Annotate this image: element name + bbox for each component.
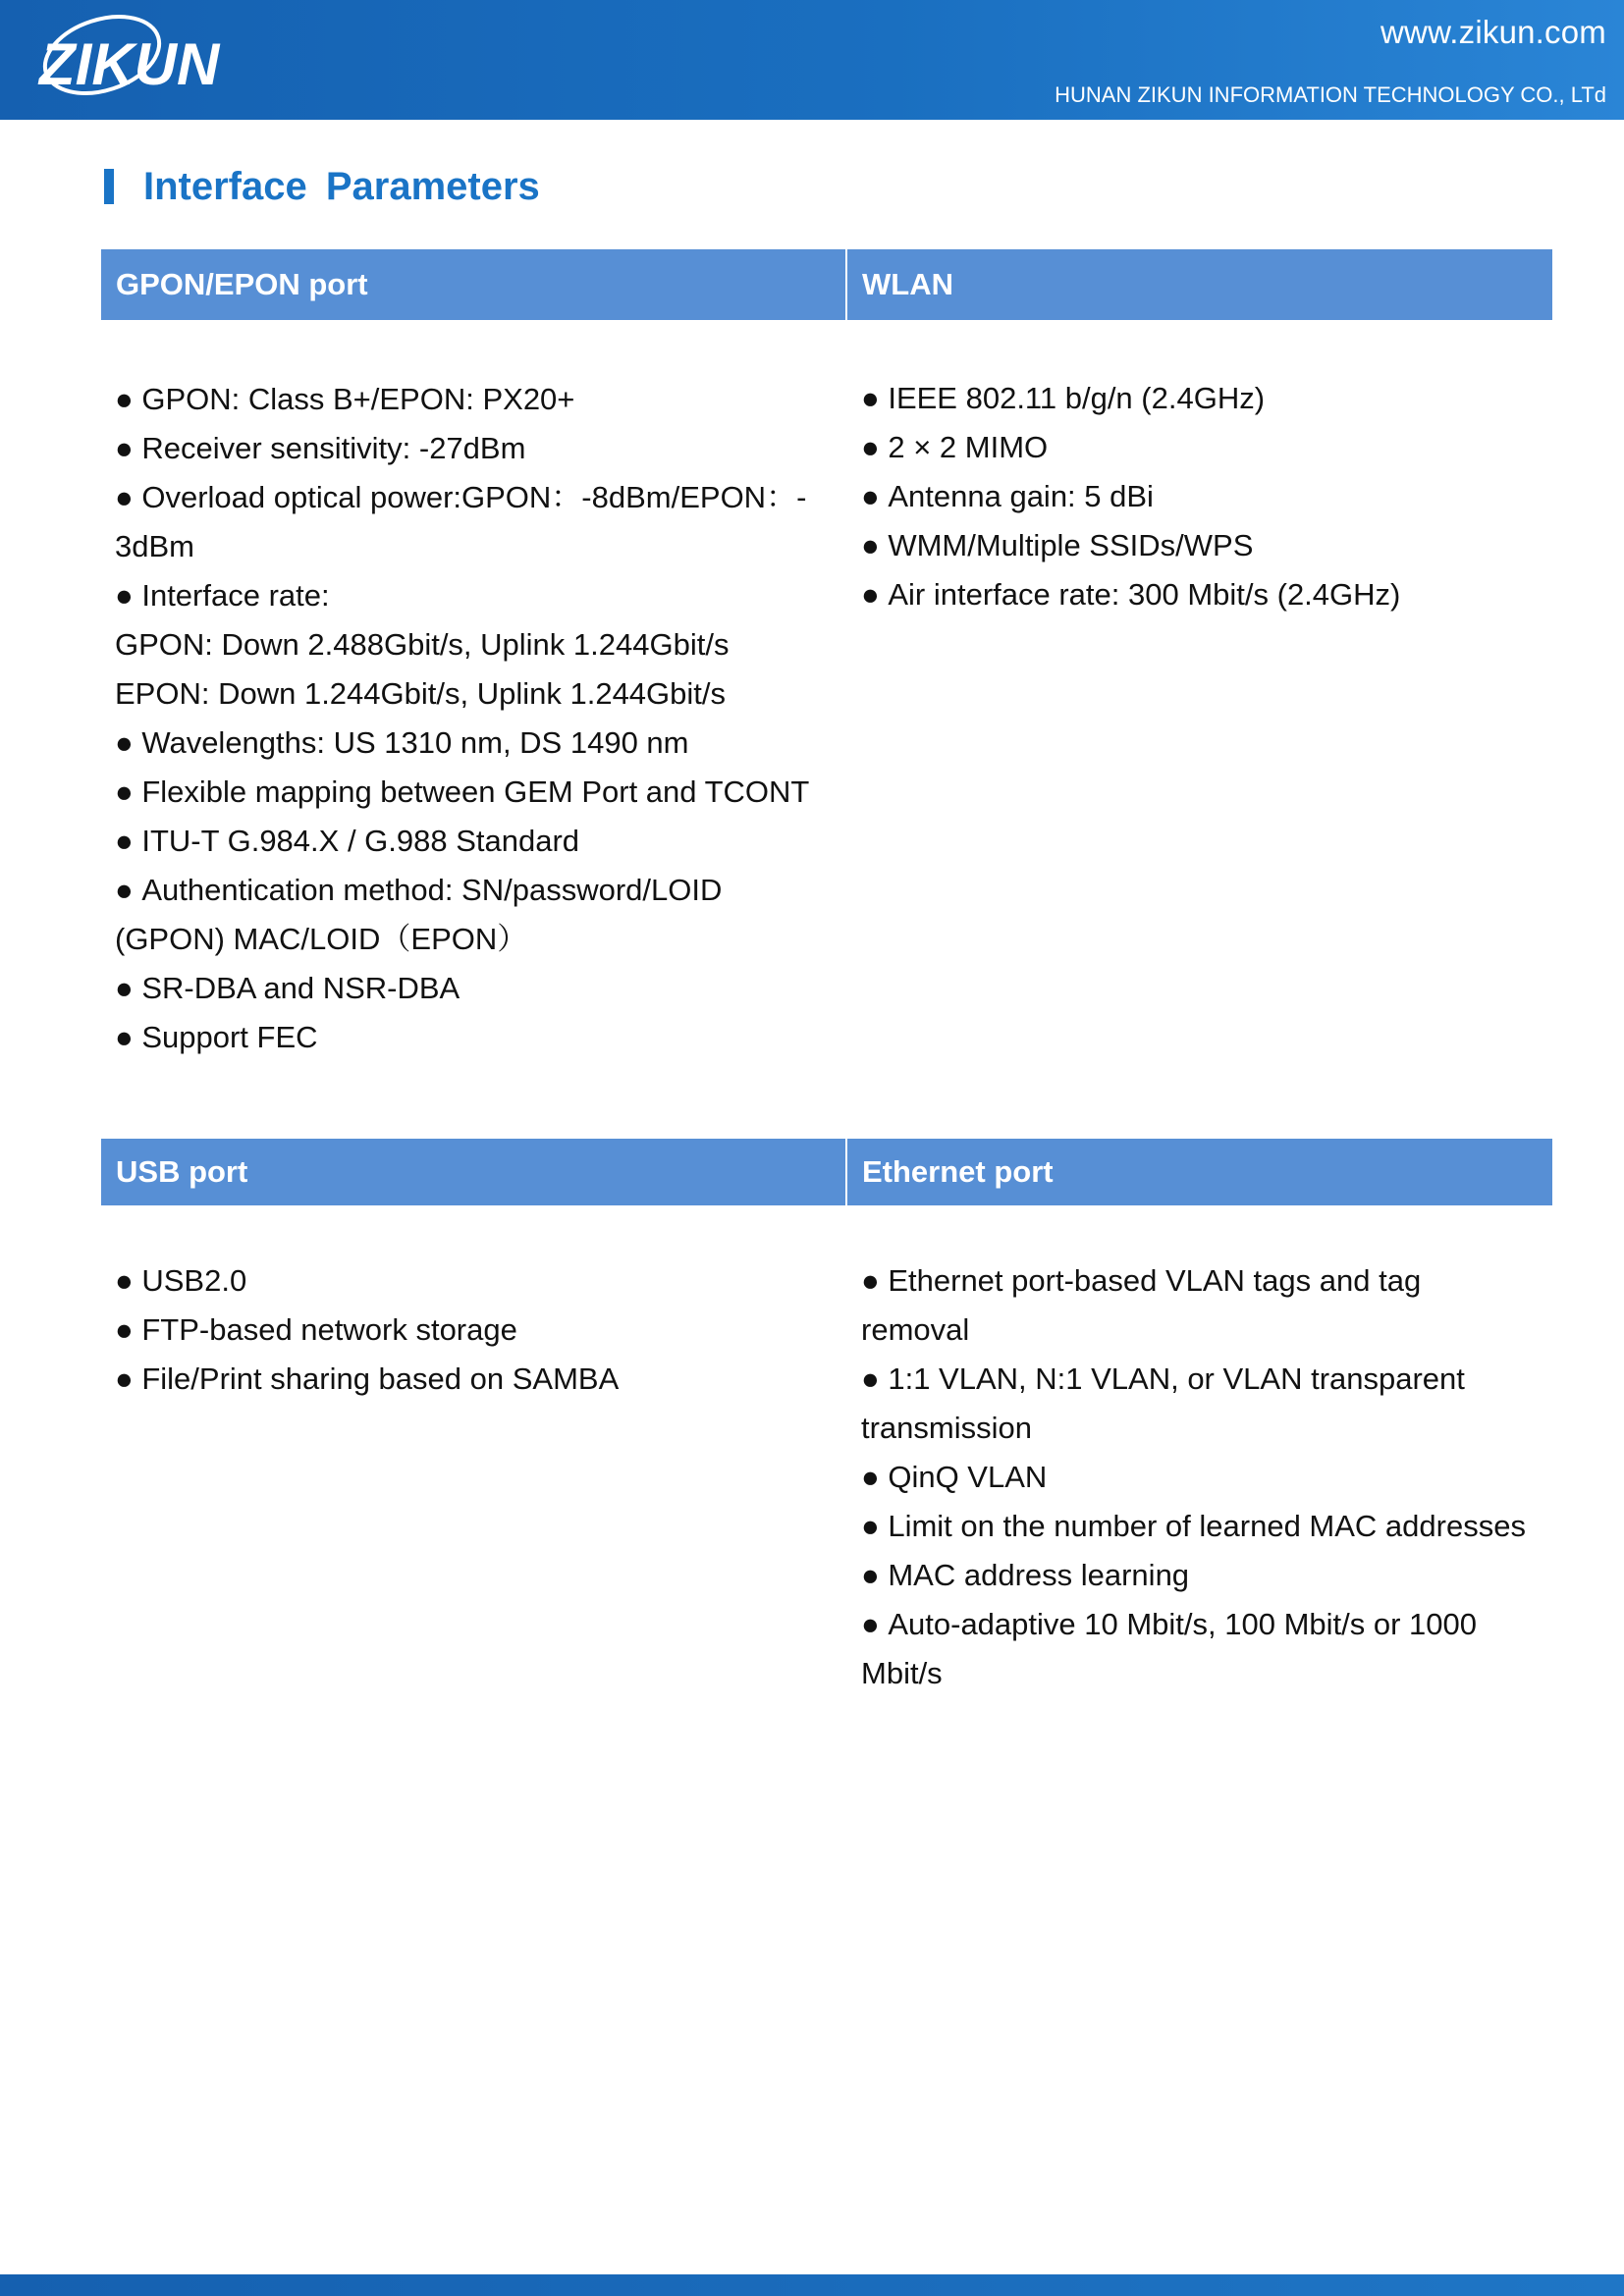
list-item-continuation: removal <box>861 1312 970 1347</box>
list-item: ● Authentication method: SN/password/LOID <box>115 866 841 915</box>
list-item: ● GPON: Class B+/EPON: PX20+ <box>115 375 841 424</box>
svg-text:ZIKUN: ZIKUN <box>39 31 220 97</box>
ethernet-port-list <box>861 1256 1548 1698</box>
list-item-continuation: (GPON) MAC/LOID（EPON） <box>115 922 528 956</box>
gpon-epon-list <box>115 375 841 1062</box>
list-item: ● 1:1 VLAN, N:1 VLAN, or VLAN transparent <box>861 1355 1548 1404</box>
page-title: Interface Parameters <box>143 164 540 208</box>
list-item: ● SR-DBA and NSR-DBA <box>115 964 841 1013</box>
usb-port-list <box>115 1256 841 1404</box>
list-item: ● Auto-adaptive 10 Mbit/s, 100 Mbit/s or 1000 <box>861 1600 1548 1649</box>
list-item: ● 2 × 2 MIMO <box>861 423 1548 472</box>
list-item: ● Antenna gain: 5 dBi <box>861 472 1548 521</box>
list-item: ● Ethernet port-based VLAN tags and tag <box>861 1256 1548 1306</box>
list-item-continuation: Mbit/s <box>861 1656 943 1690</box>
list-item: ● File/Print sharing based on SAMBA <box>115 1355 841 1404</box>
gpon-epon-header: GPON/EPON port <box>101 249 845 320</box>
list-item: ● Wavelengths: US 1310 nm, DS 1490 nm <box>115 719 841 768</box>
usb-port-header: USB port <box>101 1139 845 1205</box>
page-footer-bar <box>0 2274 1624 2296</box>
list-subitem: GPON: Down 2.488Gbit/s, Uplink 1.244Gbit/s <box>115 627 730 662</box>
page-header <box>0 0 1624 120</box>
list-item: ● USB2.0 <box>115 1256 841 1306</box>
list-item: ● IEEE 802.11 b/g/n (2.4GHz) <box>861 374 1548 423</box>
wlan-header: WLAN <box>847 249 1552 320</box>
zikun-logo <box>33 8 249 116</box>
title-accent-bar <box>104 169 114 204</box>
list-item-continuation: 3dBm <box>115 529 194 563</box>
list-item: ● Receiver sensitivity: -27dBm <box>115 424 841 473</box>
list-item: ● Air interface rate: 300 Mbit/s (2.4GHz) <box>861 570 1548 619</box>
list-item: ● WMM/Multiple SSIDs/WPS <box>861 521 1548 570</box>
list-item: ● Flexible mapping between GEM Port and TCONT <box>115 768 841 817</box>
list-item: ● QinQ VLAN <box>861 1453 1548 1502</box>
website-url[interactable]: www.zikun.com <box>1380 14 1606 50</box>
list-item: ● Overload optical power:GPON：-8dBm/EPON：- <box>115 473 841 522</box>
ethernet-port-header: Ethernet port <box>847 1139 1552 1205</box>
list-item: ● Limit on the number of learned MAC addresses <box>861 1502 1548 1551</box>
list-item: ● FTP-based network storage <box>115 1306 841 1355</box>
list-item: ● Interface rate: <box>115 571 841 620</box>
list-item: ● MAC address learning <box>861 1551 1548 1600</box>
wlan-list <box>861 374 1548 619</box>
list-item-continuation: transmission <box>861 1411 1032 1445</box>
section-title <box>104 161 540 212</box>
company-name: HUNAN ZIKUN INFORMATION TECHNOLOGY CO., LTd <box>1055 82 1606 107</box>
list-item: ● ITU-T G.984.X / G.988 Standard <box>115 817 841 866</box>
list-item: ● Support FEC <box>115 1013 841 1062</box>
list-subitem: EPON: Down 1.244Gbit/s, Uplink 1.244Gbit/s <box>115 676 727 711</box>
